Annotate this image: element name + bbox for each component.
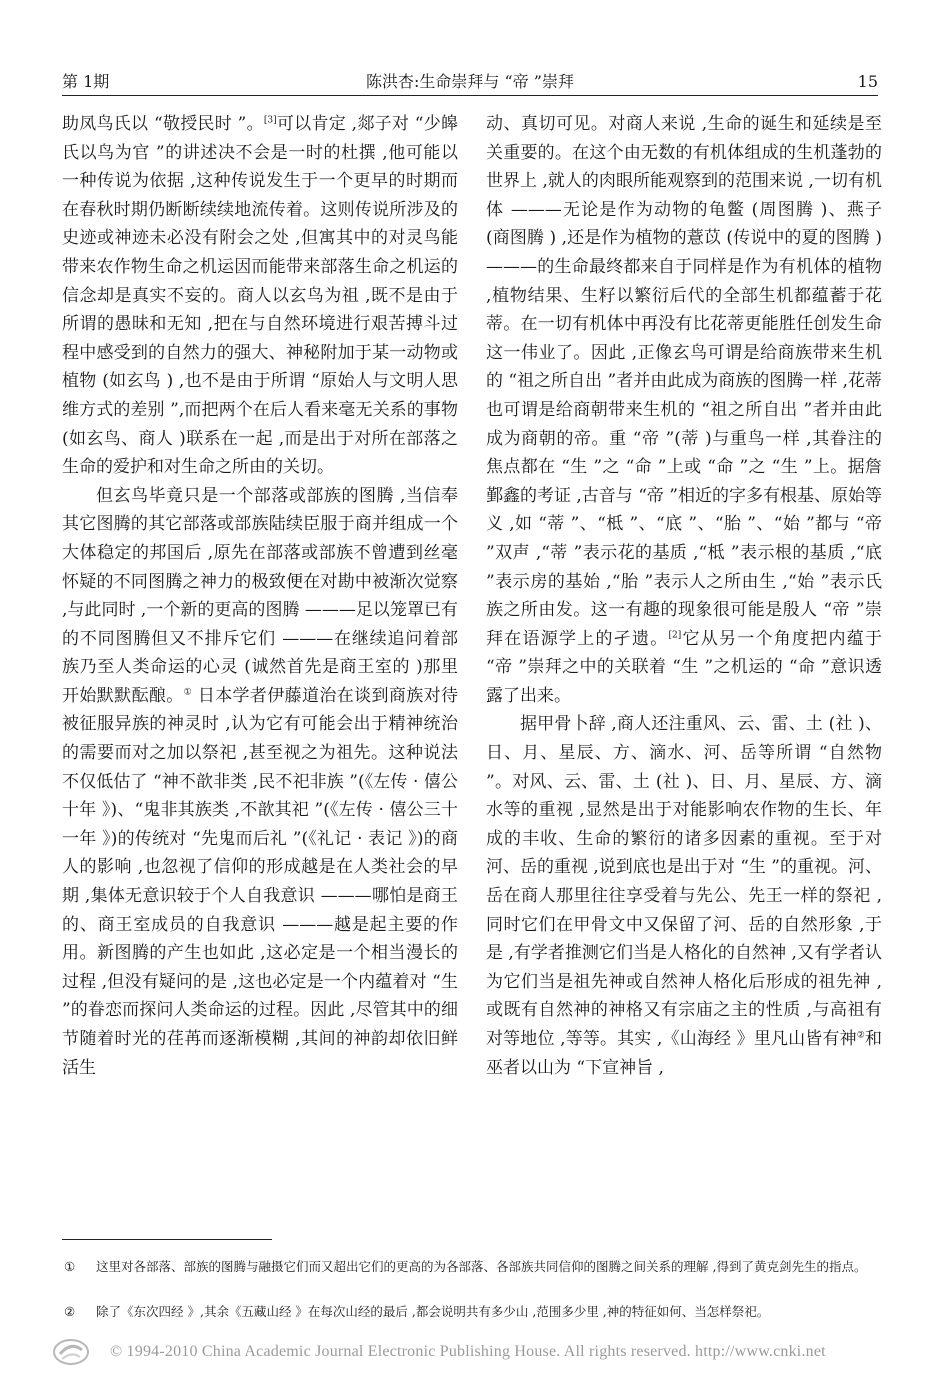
left-paragraph-1 [62,110,458,482]
footnote-2-mark: ② [64,1304,76,1319]
footnote-1-mark: ① [64,1259,76,1274]
running-header [62,70,878,94]
page-number: 15 [857,72,878,91]
right-p2-text-b: 和巫者以山为 “下宣神旨 , [486,1029,882,1078]
right-paragraph-2 [486,710,882,1082]
footnote-mark-2: ② [856,1030,865,1041]
left-p1-text-a: 助凤鸟氏以 “敬授民时 ”。 [62,114,264,134]
right-p1-text-a: 动、真切可见。对商人来说 ,生命的诞生和延续是至关重要的。在这个由无数的有机体组成的生机蓬勃的世界上 ,就人的肉眼所能观察到的范围来说 ,一切有机体 ———无论是作为动物的龟鳖 (周图腾 )、燕子 (商图腾 ) ,还是作为植物的薏苡 (传说中的夏的图腾 ) ———的生命最终都来自于同样是作为有机体的植物 ,植物结果、生籽以繁衍后代的全部生机都蕴蓄于花蒂。在一切有机体中再没有比花蒂更能胜任创发生命这一伟业了。因此 ,正像玄鸟可谓是给商族带来生机的 “祖之所自出 ”者并由此成为商族的图腾一样 ,花蒂也可谓是给商朝带来生机的 “祖之所自出 ”者并由此成为商朝的帝。重 “帝 ”(蒂 )与重鸟一样 ,其眷注的焦点都在 “生 ”之 “命 ”上或 “命 ”之 “生 ”上。据詹鄞鑫的考证 ,古音与 “帝 ”相近的字多有根基、原始等义 ,如 “蒂 ”、“柢 ”、“底 ”、“胎 ”、“始 ”都与 “帝 ”双声 ,“蒂 ”表示花的基质 ,“柢 ”表示根的基质 ,“底 ”表示房的基始 ,“胎 ”表示人之所由生 ,“始 ”表示氏族之所由发。这一有趣的现象很可能是殷人 “帝 ”崇拜在语源学上的孑遗。 [486,114,882,649]
right-column [486,110,882,1082]
footnote-rule [62,1239,272,1240]
copyright-notice: © 1994-2010 China Academic Journal Electronic Publishing House. All rights reserved. http://www.cnki.net [110,1343,826,1360]
left-p2-text-a: 但玄鸟毕竟只是一个部落或部族的图腾 ,当信奉其它图腾的其它部落或部族陆续臣服于商并组成一个大体稳定的邦国后 ,原先在部落或部族不曾遭到丝毫怀疑的不同图腾之神力的极致便在对勘中被渐次觉察 ,与此同时 ,一个新的更高的图腾 ———足以笼罩已有的不同图腾但又不排斥它们 ———在继续追问着部族乃至人类命运的心灵 (诚然首先是商王室的 )那里开始默默酝酿。 [62,485,458,706]
footnote-2-text: 除了《东次四经 》,其余《五藏山经 》在每次山经的最后 ,都会说明共有多少山 ,范围多少里 ,神的特征如何、当怎样祭祀。 [96,1304,770,1319]
footnote-1-text: 这里对各部落、部族的图腾与融摄它们而又超出它们的更高的为各部落、各部族共同信仰的图腾之间关系的理解 ,得到了黄克剑先生的指点。 [96,1259,867,1274]
citation-3: [3] [263,115,277,126]
right-p2-text-a: 据甲骨卜辞 ,商人还注重风、云、雷、土 (社 )、日、月、星辰、方、滴水、河、岳等所谓 “自然物 ”。对风、云、雷、土 (社 )、日、月、星辰、方、滴水等的重视 ,显然是出于对能影响农作物的生长、年成的丰收、生命的繁衍的诸多因素的重视。至于对河、岳的重视 ,说到底也是出于对 “生 ”的重视。河、岳在商人那里往往享受着与先公、先王一样的祭祀 ,同时它们在甲骨文中又保留了河、岳的自然形象 ,于是 ,有学者推测它们当是人格化的自然神 ,又有学者认为它们当是祖先神或自然神人格化后形成的祖先神 ,或既有自然神的神格又有宗庙之主的性质 ,与高祖有对等地位 ,等等。其实 ,《山海经 》里凡山皆有神 [486,714,882,1049]
left-paragraph-2 [62,482,458,1082]
footnote-mark-1: ① [183,687,193,698]
footnote-2 [62,1301,878,1322]
right-paragraph-1 [486,110,882,710]
header-rule [62,95,878,96]
footnote-1 [62,1256,878,1277]
left-p2-text-b: 日本学者伊藤道治在谈到商族对待被征服异族的神灵时 ,认为它有可能会出于精神统治的需要而对之加以祭祀 ,甚至视之为祖先。这种说法不仅低估了 “神不歆非类 ,民不祀非族 ”(《左传 · 僖公十年 》)、“鬼非其族类 ,不歆其祀 ”(《左传 · 僖公三十一年 》)的传统对 “先鬼而后礼 ”(《礼记 · 表记 》)的商人的影响 ,也忽视了信仰的形成越是在人类社会的早期 ,集体无意识较于个人自我意识 ———哪怕是商王的、商王室成员的自我意识 ———越是起主要的作用。新图腾的产生也如此 ,这必定是一个相当漫长的过程 ,但没有疑问的是 ,这也必定是一个内蕴着对 “生 ”的眷恋而探问人类命运的过程。因此 ,尽管其中的细节随着时光的荏苒而逐渐模糊 ,其间的神韵却依旧鲜活生 [62,685,459,1078]
issue-label: 第 1期 [62,72,110,91]
left-column [62,110,458,1082]
running-title: 陈洪杏:生命崇拜与 “帝 ”崇拜 [366,72,574,91]
citation-2: [2] [668,630,682,641]
left-p1-text-b: 可以肯定 ,郯子对 “少皞氏以鸟为官 ”的讲述决不会是一时的杜撰 ,他可能以一种传说为依据 ,这种传说发生于一个更早的时期而在春秋时期仍断断续续地流传着。这则传说所涉及的史迹或神迹未必没有附会之处 ,但寓其中的对灵鸟能带来农作物生命之机运因而能带来部落生命之机运的信念却是真实不妄的。商人以玄鸟为祖 ,既不是由于所谓的愚昧和无知 ,把在与自然环境进行艰苦搏斗过程中感受到的自然力的强大、神秘附加于某一动物或植物 (如玄鸟 ) ,也不是由于所谓 “原始人与文明人思维方式的差别 ”,而把两个在后人看来毫无关系的事物 (如玄鸟、商人 )联系在一起 ,而是出于对所在部落之生命的爱护和对生命之所由的关切。 [62,114,458,478]
right-p1-text-b: 它从另一个角度把内蕴于 “帝 ”崇拜之中的关联着 “生 ”之机运的 “命 ”意识透露了出来。 [486,628,882,706]
cnki-logo-icon [52,1337,90,1367]
